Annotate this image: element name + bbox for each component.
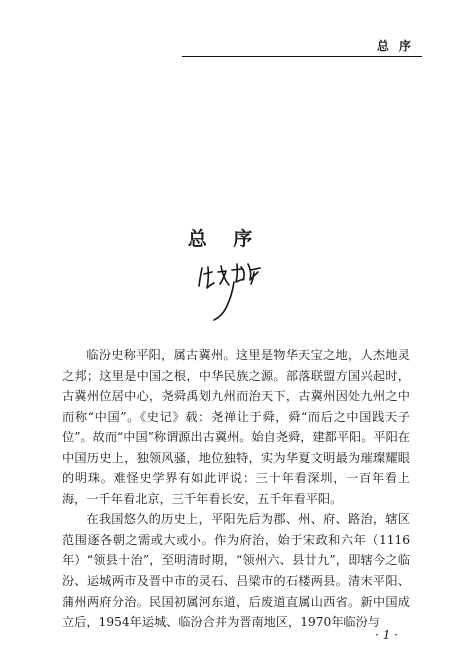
- header-rule: [182, 56, 422, 57]
- page-number: · 1 ·: [375, 628, 398, 642]
- paragraph: 临汾史称平阳，属古冀州。这里是物华天宝之地，人杰地灵之邦；这里是中国之根，中华民族之源。部落联盟方国兴起时，古冀州位居中心，尧舜禹划九州而治天下，古冀州因处九州之中而称“中国”。《史记》载：尧禅让于舜，舜“而后之中国践天子位”。故而“中国”称谓源出古冀州。始自尧舜，建都平阳。平阳在中国历史上，独领风骚，地位独特，实为华夏文明最为璀璨耀眼的明珠。难怪史学界有如此评说：三十年看深圳，一百年看上海，一千年看北京，三千年看长安，五千年看平阳。: [62, 348, 410, 506]
- running-header-title: 总 序: [376, 39, 414, 53]
- body-text: [62, 345, 410, 633]
- page-title: 总 序: [187, 228, 263, 250]
- signature-image: [196, 258, 276, 330]
- paragraph: 在我国悠久的历史上，平阳先后为郡、州、府、路治，辖区范围逐各朝之需或大或小。作为府治，始于宋政和六年（1116年）“领县十治”，至明清时期，“领州六、县廿九”，即辖今之临汾、运城两市及晋中市的灵石、吕梁市的石楼两县。清末平阳、蒲州两府分治。民国初属河东道，后废道直属山西省。新中国成立后，1954年运城、临汾合并为晋南地区，1970年临汾与: [62, 512, 410, 630]
- author-signature: [196, 258, 276, 334]
